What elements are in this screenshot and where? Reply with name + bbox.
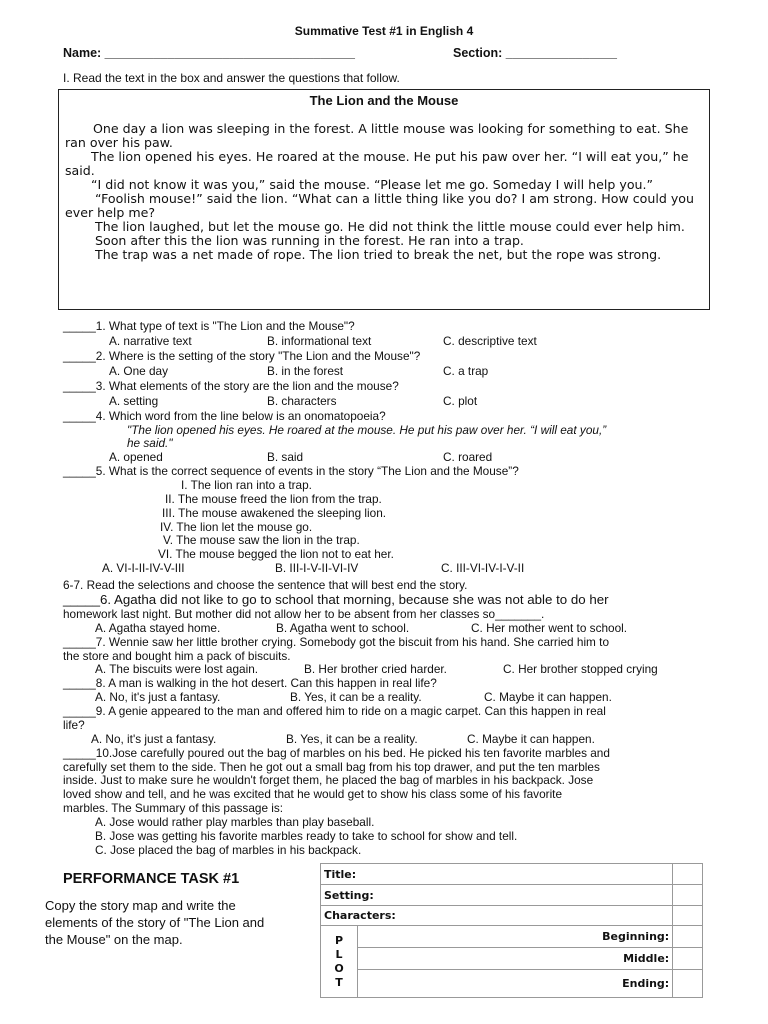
question-1: _____1. What type of text is "The Lion and the Mouse"? bbox=[63, 319, 355, 333]
question-6: _____6. Agatha did not like to go to school that morning, because she was not able to do her bbox=[63, 592, 609, 607]
question-7: _____7. Wennie saw her little brother crying. Somebody got the biscuit from his hand. She carried him to bbox=[63, 635, 610, 649]
plot-letter: T bbox=[335, 975, 343, 989]
choice-c: C. Maybe it can happen. bbox=[467, 732, 595, 746]
choice-b: B. said bbox=[267, 450, 304, 464]
choice-c: C. Jose placed the bag of marbles in his backpack. bbox=[95, 843, 362, 857]
question-4: _____4. Which word from the line below is an onomatopoeia? bbox=[63, 409, 386, 423]
question-10-line: loved show and tell, and he was excited that he would get to show his class some of his favorite bbox=[63, 787, 563, 801]
choice-a: A. No, it's just a fantasy. bbox=[95, 690, 221, 704]
map-middle-cell bbox=[673, 948, 703, 970]
sequence-event: I. The lion ran into a trap. bbox=[181, 478, 312, 492]
instruction-part2: 6-7. Read the selections and choose the sentence that will best end the story. bbox=[63, 578, 468, 592]
question-10-line: marbles. The Summary of this passage is: bbox=[63, 801, 284, 815]
choice-c: C. III-VI-IV-I-V-II bbox=[441, 561, 525, 575]
question-4-quote: "The lion opened his eyes. He roared at the mouse. He put his paw over her. “I will eat you,” bbox=[127, 423, 607, 437]
map-beginning-cell bbox=[673, 926, 703, 948]
story-paragraph: The trap was a net made of rope. The lion tried to break the net, but the rope was strong. bbox=[95, 247, 662, 262]
story-paragraph: One day a lion was sleeping in the forest. A little mouse was looking for something to eat. She ran over his paw. bbox=[65, 121, 689, 150]
plot-label bbox=[321, 926, 358, 998]
sequence-event: V. The mouse saw the lion in the trap. bbox=[163, 533, 360, 547]
choice-a: A. Agatha stayed home. bbox=[95, 621, 221, 635]
story-map-table bbox=[320, 863, 703, 998]
map-ending-cell bbox=[673, 970, 703, 998]
choice-c: C. Her mother went to school. bbox=[471, 621, 628, 635]
choice-b: B. Jose was getting his favorite marbles ready to take to school for show and tell. bbox=[95, 829, 518, 843]
choice-b: B. Yes, it can be a reality. bbox=[286, 732, 418, 746]
question-10-line: carefully set them to the side. Then he got out a small bag from his top drawer, and put the ten marbles bbox=[63, 760, 600, 774]
choice-b: B. Yes, it can be a reality. bbox=[290, 690, 422, 704]
plot-letter: L bbox=[335, 947, 343, 961]
section-field: Section: ________________ bbox=[453, 46, 618, 60]
choice-b: B. characters bbox=[267, 394, 337, 408]
map-characters-cell bbox=[673, 906, 703, 926]
story-paragraph: “I did not know it was you,” said the mouse. “Please let me go. Someday I will help you.” bbox=[91, 177, 654, 192]
map-beginning-label: Beginning: bbox=[358, 926, 673, 948]
question-2: _____2. Where is the setting of the story "The Lion and the Mouse"? bbox=[63, 349, 421, 363]
sequence-event: III. The mouse awakened the sleeping lion. bbox=[162, 506, 387, 520]
question-8: _____8. A man is walking in the hot desert. Can this happen in real life? bbox=[63, 676, 437, 690]
map-ending-label: Ending: bbox=[358, 970, 673, 998]
choice-c: C. plot bbox=[443, 394, 478, 408]
instruction-part1: I. Read the text in the box and answer the questions that follow. bbox=[63, 71, 400, 85]
performance-task-instructions: Copy the story map and write the elements of the story of "The Lion and the Mouse" on the map. bbox=[45, 898, 265, 947]
story-paragraph: Soon after this the lion was running in the forest. He ran into a trap. bbox=[95, 233, 524, 248]
choice-b: B. Her brother cried harder. bbox=[304, 662, 447, 676]
choice-a: A. One day bbox=[109, 364, 169, 378]
question-7-cont: the store and bought him a pack of biscuits. bbox=[63, 649, 291, 663]
sequence-event: VI. The mouse begged the lion not to eat her. bbox=[158, 547, 394, 561]
story-title: The Lion and the Mouse bbox=[309, 93, 459, 108]
choice-b: B. III-I-V-II-VI-IV bbox=[275, 561, 359, 575]
story-paragraph: The lion opened his eyes. He roared at the mouse. He put his paw over her. “I will eat you,” he said. bbox=[65, 149, 689, 178]
choice-b: B. in the forest bbox=[267, 364, 344, 378]
map-setting-label: Setting: bbox=[321, 885, 673, 906]
choice-c: C. Maybe it can happen. bbox=[484, 690, 612, 704]
page-title: Summative Test #1 in English 4 bbox=[294, 24, 474, 38]
choice-a: A. Jose would rather play marbles than play baseball. bbox=[95, 815, 375, 829]
map-middle-label: Middle: bbox=[358, 948, 673, 970]
map-characters-label: Characters: bbox=[321, 906, 673, 926]
story-paragraph: “Foolish mouse!” said the lion. “What can a little thing like you do? I am strong. How could you ever help me? bbox=[65, 191, 694, 220]
question-6-cont: homework last night. But mother did not allow her to be absent from her classes so_______. bbox=[63, 607, 545, 621]
question-10-line: inside. Just to make sure he wouldn't forget them, he placed the bag of marbles in his backpack. Jose bbox=[63, 773, 594, 787]
plot-letter: O bbox=[334, 961, 344, 975]
choice-a: A. setting bbox=[109, 394, 159, 408]
question-9: _____9. A genie appeared to the man and offered him to ride on a magic carpet. Can this happen in real bbox=[63, 704, 606, 718]
choice-a: A. The biscuits were lost again. bbox=[95, 662, 259, 676]
question-4-quote-end: he said." bbox=[127, 436, 173, 450]
performance-task-title: PERFORMANCE TASK #1 bbox=[63, 871, 240, 887]
map-title-cell bbox=[673, 864, 703, 885]
choice-a: A. opened bbox=[109, 450, 163, 464]
choice-b: B. Agatha went to school. bbox=[276, 621, 410, 635]
choice-a: A. No, it's just a fantasy. bbox=[91, 732, 217, 746]
map-setting-cell bbox=[673, 885, 703, 906]
choice-b: B. informational text bbox=[267, 334, 372, 348]
name-field: Name: ____________________________________ bbox=[63, 46, 355, 60]
plot-letter: P bbox=[334, 933, 344, 947]
sequence-event: IV. The lion let the mouse go. bbox=[160, 520, 313, 534]
choice-c: C. roared bbox=[443, 450, 493, 464]
choice-c: C. Her brother stopped crying bbox=[503, 662, 658, 676]
choice-c: C. a trap bbox=[443, 364, 489, 378]
story-text bbox=[65, 122, 701, 262]
question-3: _____3. What elements of the story are the lion and the mouse? bbox=[63, 379, 399, 393]
story-paragraph: The lion laughed, but let the mouse go. He did not think the little mouse could ever help him. bbox=[95, 219, 685, 234]
choice-a: A. narrative text bbox=[109, 334, 192, 348]
map-title-label: Title: bbox=[321, 864, 673, 885]
sequence-event: II. The mouse freed the lion from the trap. bbox=[165, 492, 382, 506]
question-9-cont: life? bbox=[63, 718, 85, 732]
question-10: _____10.Jose carefully poured out the bag of marbles on his bed. He picked his ten favorite marbles and bbox=[63, 746, 610, 760]
choice-a: A. VI-I-II-IV-V-III bbox=[102, 561, 185, 575]
choice-c: C. descriptive text bbox=[443, 334, 537, 348]
story-box bbox=[58, 89, 710, 310]
question-5: _____5. What is the correct sequence of events in the story “The Lion and the Mouse”? bbox=[63, 464, 519, 478]
